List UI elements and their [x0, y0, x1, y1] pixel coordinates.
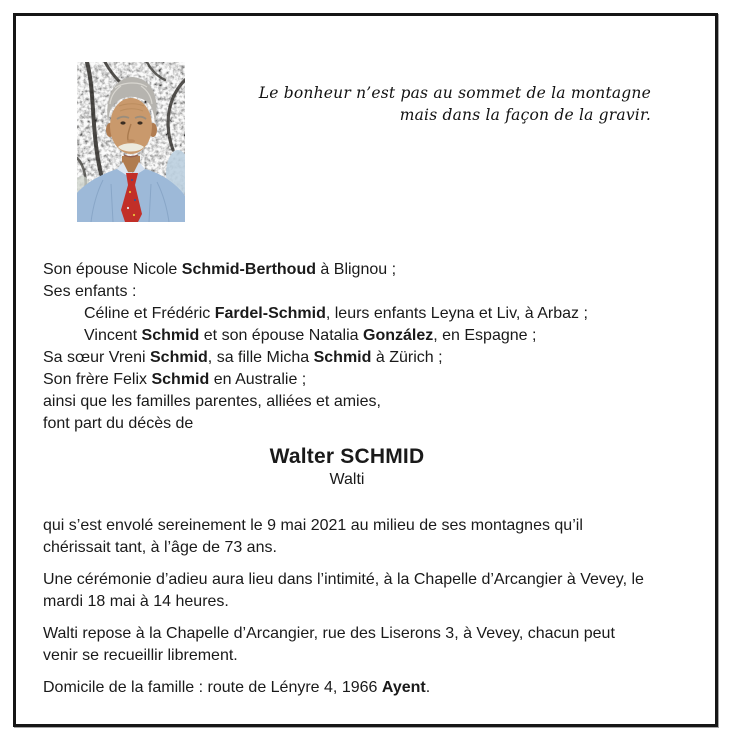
portrait-photo [77, 62, 185, 222]
deceased-nickname: Walti [329, 471, 365, 488]
nose-shadow [127, 139, 135, 143]
card-content [43, 16, 651, 724]
quote-line-2: mais dans la façon de la gravir. [399, 106, 651, 124]
quote-line-1: Le bonheur n’est pas au sommet de la montagne [258, 84, 651, 102]
memorial-quote [185, 16, 651, 126]
family-line-children: Ses enfants : [43, 283, 137, 300]
family-line-sister: Sa sœur Vreni Schmid, sa fille Micha Schmid à Zürich ; [43, 349, 443, 366]
card-header [43, 16, 651, 222]
family-line-vincent: Vincent Schmid et son épouse Natalia González, en Espagne ; [84, 327, 537, 344]
deceased-name: Walter SCHMID [269, 445, 425, 468]
obituary-card [13, 13, 718, 727]
family-line-relatives: ainsi que les familles parentes, alliées et amies, [43, 393, 381, 410]
deceased-name-block [43, 445, 651, 491]
family-line-celine: Céline et Frédéric Fardel-Schmid, leurs enfants Leyna et Liv, à Arbaz ; [84, 305, 588, 322]
eye-right [137, 121, 142, 124]
paragraph-death-details: qui s’est envolé sereinement le 9 mai 2021 au milieu de ses montagnes qu’il chérissait tant, à l’âge de 73 ans. [43, 517, 583, 556]
family-line-spouse: Son épouse Nicole Schmid-Berthoud à Blignou ; [43, 261, 397, 278]
paragraph-family-address: Domicile de la famille : route de Lényre 4, 1966 Ayent. [43, 679, 431, 696]
family-list [43, 259, 651, 435]
family-line-announce: font part du décès de [43, 415, 194, 432]
paragraph-viewing: Walti repose à la Chapelle d’Arcangier, rue des Liserons 3, à Vevey, chacun peut venir se recueillir librement. [43, 625, 615, 664]
family-line-brother: Son frère Felix Schmid en Australie ; [43, 371, 307, 388]
eye-left [120, 121, 125, 124]
announcement-paragraphs [43, 515, 651, 699]
paragraph-ceremony: Une cérémonie d’adieu aura lieu dans l’intimité, à la Chapelle d’Arcangier à Vevey, le mardi 18 mai à 14 heures. [43, 571, 644, 610]
